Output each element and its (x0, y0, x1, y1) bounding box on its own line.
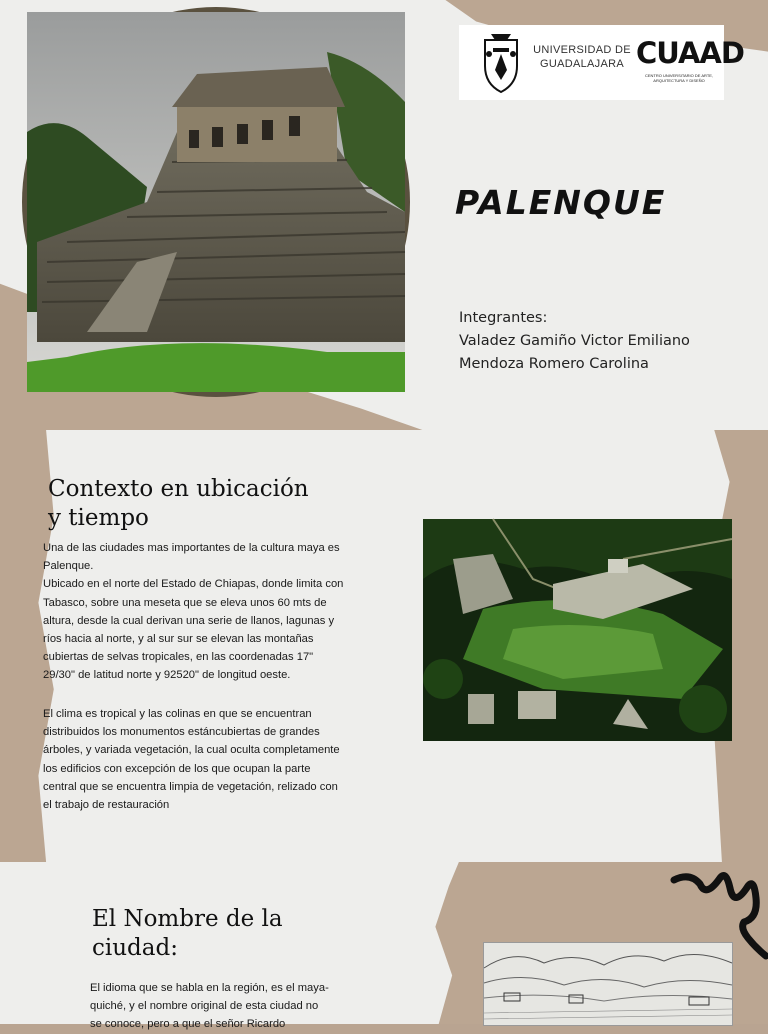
temple-photo-frame (22, 7, 410, 397)
section-heading (92, 905, 283, 963)
cuaad-logo-text: CUAAD (636, 36, 744, 70)
text-line: Palenque. (43, 560, 94, 573)
member-name: Mendoza Romero Carolina (459, 356, 649, 372)
members-block (459, 307, 690, 376)
temple-of-inscriptions-photo (27, 12, 405, 392)
text-line: altura, desde la cual derivan una serie de llanos, lagunas y (43, 614, 335, 627)
text-line: El idioma que se habla en la región, es el maya- (90, 982, 329, 994)
text-line: los edificios con excepción de los que ocupan la parte (43, 762, 311, 775)
text-line: árboles, y variada vegetación, la cual oculta completamente (43, 744, 340, 757)
name-paragraph (90, 979, 329, 1034)
text-line: se conoce, pero a que el señor Ricardo (90, 1018, 286, 1031)
section-heading (48, 475, 309, 533)
member-name: Valadez Gamiño Victor Emiliano (459, 333, 690, 349)
text-line: Una de las ciudades mas importantes de la cultura maya es (43, 542, 340, 554)
text-line: central que se encuentra limpia de vegetación, relizado con (43, 780, 338, 793)
text-line: 29/30" de latitud norte y 92520" de longitud oeste. (43, 669, 291, 682)
text-line: ríos hacia al norte, y al sur sur se elevan las montañas (43, 633, 314, 646)
zigzag-scribble-icon (670, 868, 768, 968)
text-line: el trabajo de restauración (43, 799, 170, 812)
text-line: distribuidos los monumentos estáncubiertas de grandes (43, 726, 320, 739)
context-paragraph-1 (43, 539, 343, 685)
aerial-site-photo (423, 519, 732, 741)
heading-line: ciudad: (92, 935, 178, 961)
cover-slide (0, 0, 768, 430)
university-logo-banner (459, 25, 744, 100)
heading-line: y tiempo (48, 505, 149, 531)
text-line: Tabasco, sobre una meseta que se eleva unos 60 mts de (43, 596, 327, 609)
text-line: quiché, y el nombre original de esta ciudad no (90, 1000, 319, 1013)
context-paragraph-2 (43, 705, 340, 814)
members-label: Integrantes: (459, 310, 548, 326)
context-slide (0, 430, 768, 862)
cuaad-subtitle: CENTRO UNIVERSITARIO DE ARTE, ARQUITECTURA Y DISEÑO (644, 73, 714, 83)
heading-line: Contexto en ubicación (48, 476, 309, 502)
text-line: Ubicado en el norte del Estado de Chiapas, donde limita con (43, 578, 344, 591)
university-name: UNIVERSIDAD DE GUADALAJARA (533, 44, 631, 70)
university-crest-icon (477, 30, 525, 94)
heading-line: El Nombre de la (92, 906, 283, 932)
name-slide (0, 862, 768, 1031)
page-title: PALENQUE (455, 183, 667, 222)
text-line: El clima es tropical y las colinas en que se encuentran (43, 708, 312, 720)
text-line: cubiertas de selvas tropicales, en las coordenadas 17" (43, 651, 314, 664)
